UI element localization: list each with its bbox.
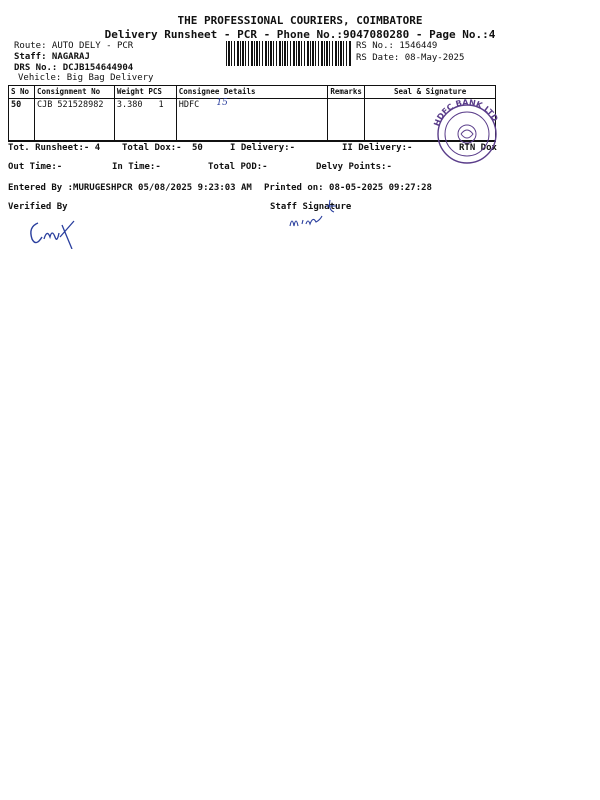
- cell-sno: 50: [9, 99, 35, 142]
- svg-text:HDFC BANK LTD: HDFC BANK LTD: [432, 97, 500, 128]
- ii-delivery: II Delivery:-: [342, 143, 413, 153]
- table-header-row: [9, 86, 496, 99]
- verifier-signature: [26, 215, 78, 249]
- staff-signature: [286, 196, 350, 232]
- rs-date: RS Date: 08-May-2025: [356, 53, 465, 63]
- cell-consignee: [176, 99, 328, 142]
- header-consignee: Consignee Details: [176, 86, 328, 99]
- printed-on: Printed on: 08-05-2025 09:27:28: [264, 183, 432, 193]
- cell-weight: 3.380: [114, 99, 146, 142]
- handwritten-note: 15: [216, 98, 228, 108]
- verified-by: Verified By: [8, 202, 68, 212]
- consignee-name: HDFC: [178, 100, 200, 110]
- table-row: [9, 99, 496, 142]
- route-info: Route: AUTO DELY - PCR: [14, 41, 134, 51]
- cell-remarks: [328, 99, 365, 142]
- rs-number: RS No.: 1546449: [356, 41, 438, 51]
- runsheet-title: Delivery Runsheet - PCR - Phone No.:9047080280 - Page No.:4: [104, 28, 496, 41]
- consignment-table: [8, 85, 496, 142]
- rtn-dox: RTN Dox: [459, 143, 497, 153]
- barcode: [226, 41, 352, 66]
- total-runsheet: Tot. Runsheet:- 4: [8, 143, 101, 153]
- delvy-points: Delvy Points:-: [316, 162, 392, 172]
- drs-number: DRS No.: DCJB154644904: [14, 63, 134, 73]
- divider-line: [8, 140, 496, 141]
- out-time: Out Time:-: [8, 162, 63, 172]
- header-seal: Seal & Signature: [365, 86, 496, 99]
- header-sno: S No: [9, 86, 35, 99]
- total-pod: Total POD:-: [208, 162, 268, 172]
- entered-by: Entered By :MURUGESHPCR 05/08/2025 9:23:03 AM: [8, 183, 252, 193]
- bank-stamp: [428, 96, 506, 164]
- total-dox-value: 50: [192, 143, 203, 153]
- in-time: In Time:-: [112, 162, 161, 172]
- vehicle-info: Vehicle: Big Bag Delivery: [18, 73, 154, 83]
- staff-info: Staff: NAGARAJ: [14, 52, 90, 62]
- header-consignment: Consignment No: [34, 86, 114, 99]
- header-remarks: Remarks: [328, 86, 365, 99]
- cell-pcs: 1: [146, 99, 176, 142]
- i-delivery: I Delivery:-: [230, 143, 296, 153]
- staff-signature-label: Staff Signature: [270, 202, 352, 212]
- header-weight: Weight: [114, 86, 146, 99]
- total-dox-label: Total Dox:-: [122, 143, 182, 153]
- header-pcs: PCS: [146, 86, 176, 99]
- cell-consignment: CJB 521528982: [34, 99, 114, 142]
- company-title: THE PROFESSIONAL COURIERS, COIMBATORE: [177, 14, 423, 27]
